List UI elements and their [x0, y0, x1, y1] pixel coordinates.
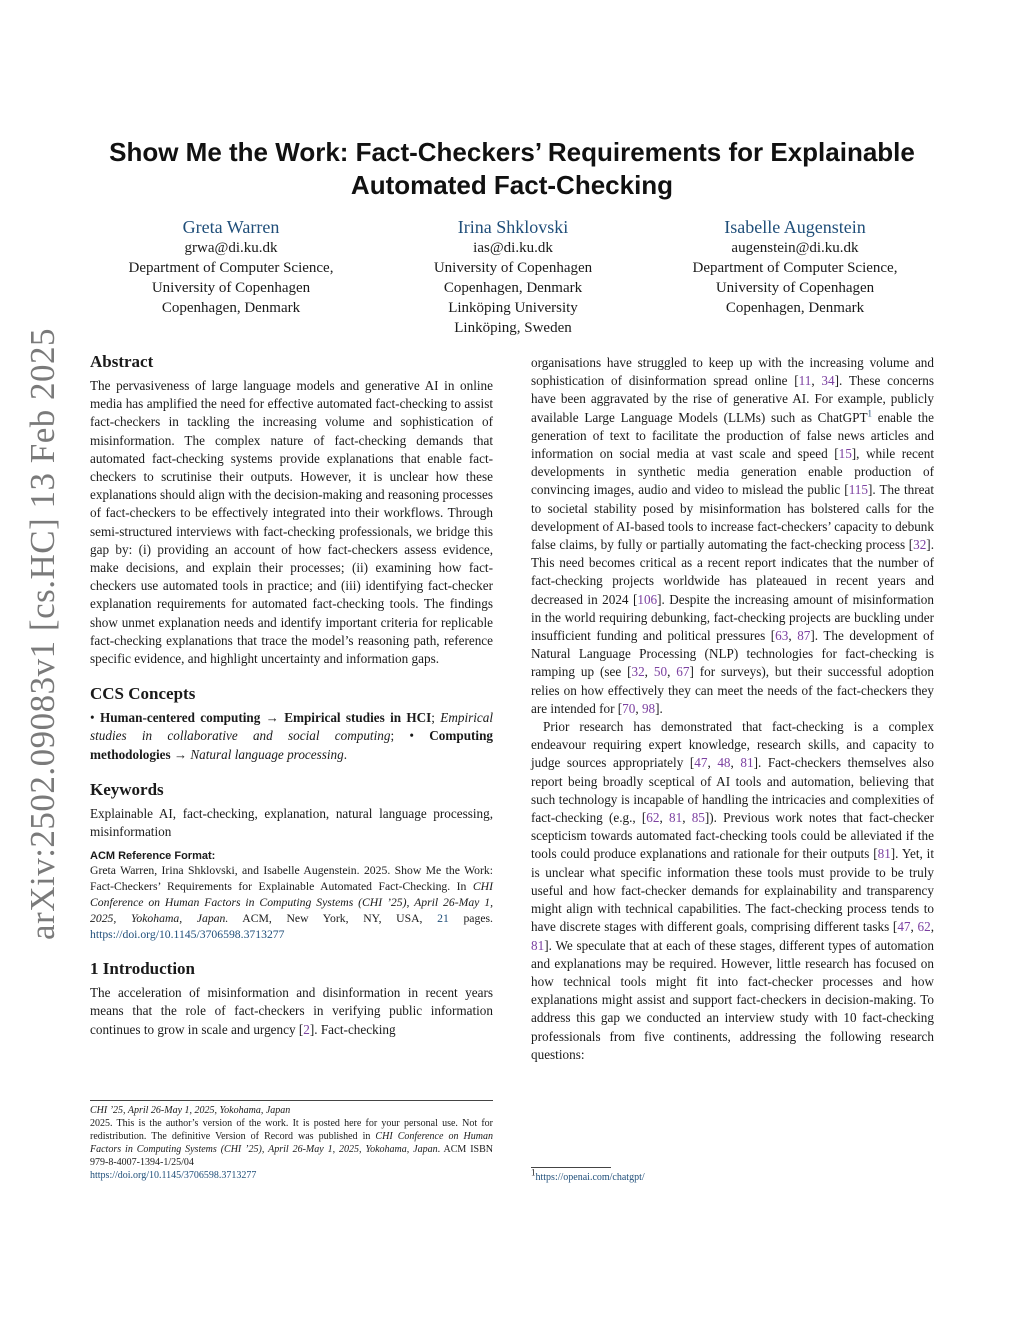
citation-link[interactable]: 85 — [691, 810, 705, 826]
author-2 — [372, 216, 654, 338]
citation-link[interactable]: 32 — [913, 537, 927, 553]
author-1 — [90, 216, 372, 338]
acm-reference-heading: ACM Reference Format: — [90, 850, 216, 863]
citation-link[interactable]: 32 — [631, 664, 645, 680]
author-affiliation: Department of Computer Science, — [128, 260, 334, 276]
author-affiliation: University of Copenhagen — [715, 280, 875, 296]
citation-link[interactable]: 11 — [798, 373, 812, 389]
intro-paragraph-2: Prior research has demonstrated that fact-checking is a complex endeavour requiring expert knowledge, research skills, and capacity to judge sources appropriately [47, 48, 81]. Fact-checkers themselves also report being broadly sceptical of AI tools and automation, believing that such technology is incapable of handling the intricacies and complexities of fact-checking (e.g., [62, 81, 85]). Previous work notes that fact-checker scepticism towards automated fact-checking tools could be alleviated if the tools could produce explanations and rationale for their outputs [81]. Yet, it is unclear what specific information these tools must provide to be truly useful and how fact-checker demands for explainability and transparency might align with technical capabilities. The fact-checking process tends to have discrete stages with different goals, comprising different tasks [47, 62, 81]. We speculate that at each of these stages, different types of automation and explanations may be required. However, little research has focused on how technical tools might fit into fact-checker processes and how explanations might assist and support fact-checkers in decision-making. To address this gap we conducted an interview study with 10 fact-checking professionals from five continents, addressing the following research questions: — [531, 719, 935, 1062]
footnote-divider — [90, 1100, 493, 1101]
citation-link[interactable]: 70 — [622, 700, 636, 716]
keywords-text: Explainable AI, fact-checking, explanation, natural language processing, misinformation — [90, 805, 493, 840]
acm-reference-text: Greta Warren, Irina Shklovski, and Isabelle Augenstein. 2025. Show Me the Work: Fact-Checkers’ Requirements for Explainable Automated Fact-Checking. In CHI Conference on Human Factors in Computing Systems (CHI ’25), April 26-May 1, 2025, Yokohama, Japan. ACM, New York, NY, USA, 21 pages. https://doi.org/10.1145/3706598.3713277 — [90, 864, 493, 942]
citation-link[interactable]: 62 — [646, 810, 660, 826]
citation-link[interactable]: 98 — [641, 700, 656, 716]
citation-link[interactable]: 47 — [694, 755, 708, 771]
author-email: augenstein@di.ku.dk — [731, 240, 859, 256]
ccs-heading: CCS Concepts — [90, 684, 196, 704]
intro-paragraph: The acceleration of misinformation and disinformation in recent years means that the role of fact-checkers in verifying public information continues to grow in scale and urgency [2]. Fact-checking — [90, 985, 493, 1037]
introduction-heading: 1 Introduction — [90, 959, 196, 979]
citation-link[interactable]: 87 — [797, 628, 811, 644]
author-affiliation: Department of Computer Science, — [692, 260, 898, 276]
ccs-concepts: • Human-centered computing → Empirical studies in HCI; Empirical studies in collaborative and social computing; • Computing methodologies → Natural language processing. — [90, 710, 494, 762]
citation-link[interactable]: 81 — [740, 755, 754, 771]
keywords-heading: Keywords — [90, 779, 164, 799]
author-name[interactable]: Isabelle Augenstein — [724, 217, 866, 237]
footnote-doi-link[interactable]: https://doi.org/10.1145/3706598.3713277 — [90, 1170, 257, 1181]
citation-link[interactable]: 34 — [821, 373, 835, 389]
citation-link[interactable]: 62 — [917, 919, 931, 935]
author-name[interactable]: Irina Shklovski — [457, 217, 569, 237]
citation-link[interactable]: 47 — [897, 919, 911, 935]
arxiv-identifier: arXiv:2502.09083v1 [cs.HC] 13 Feb 2025 — [23, 327, 62, 940]
author-affiliation: Linköping, Sweden — [454, 320, 572, 336]
citation-link[interactable]: 15 — [838, 446, 852, 462]
citation-link[interactable]: 81 — [669, 810, 683, 826]
author-affiliation: University of Copenhagen — [151, 280, 311, 296]
abstract-text: The pervasiveness of large language models and generative AI in online media has amplified the need for effective automated fact-checking to assist fact-checkers in tackling the increasing volume and sophistication of misinformation. The complex nature of fact-checking demands that automated fact-checking systems provide explanations that enable fact-checkers to scrutinise their outputs. However, it is unclear how these explanations should align with the decision-making and reasoning processes of fact-checkers to be effectively integrated into their workflows. Through semi-structured interviews with fact-checking professionals, we bridge this gap by: (i) providing an account of how fact-checkers assess evidence, make decisions, and explain their processes; (ii) examining how fact-checkers use automated tools in practice; and (iii) identifying fact-checker explanation requirements for automated fact-checking tools. The findings show unmet explanation needs and identify important criteria for replicable fact-checking explanations that trace the model’s reasoning path, reference specific evidence, and highlight uncertainty and information gaps. — [90, 378, 493, 667]
paper-title — [70, 136, 954, 202]
author-email: grwa@di.ku.dk — [184, 240, 278, 256]
author-affiliation: Copenhagen, Denmark — [725, 300, 865, 316]
citation-link[interactable]: 67 — [676, 664, 690, 680]
citation-link[interactable]: 115 — [848, 482, 868, 498]
author-affiliation: University of Copenhagen — [433, 260, 593, 276]
citation-link[interactable]: 106 — [637, 591, 658, 607]
right-column — [531, 354, 934, 1064]
footnote-marker[interactable]: 1 — [867, 408, 872, 419]
citation-link[interactable]: 2 — [303, 1021, 310, 1037]
copyright-footnote — [90, 1104, 493, 1182]
citation-link[interactable]: 50 — [653, 664, 668, 680]
author-3 — [654, 216, 936, 338]
abstract-heading: Abstract — [90, 352, 154, 371]
author-email: ias@di.ku.dk — [473, 240, 553, 256]
author-name[interactable]: Greta Warren — [182, 217, 280, 237]
pages-link[interactable]: 21 — [437, 912, 449, 926]
author-affiliation: Linköping University — [448, 300, 578, 316]
chatgpt-link[interactable]: https://openai.com/chatgpt/ — [535, 1172, 645, 1183]
title-line-2: Automated Fact-Checking — [350, 170, 674, 200]
footnote-divider — [531, 1167, 611, 1168]
author-affiliation: Copenhagen, Denmark — [161, 300, 301, 316]
citation-link[interactable]: 63 — [775, 628, 789, 644]
doi-link[interactable]: https://doi.org/10.1145/3706598.3713277 — [90, 928, 285, 942]
citation-link[interactable]: 48 — [717, 755, 731, 771]
left-column — [90, 352, 493, 1039]
intro-paragraph-1: organisations have struggled to keep up with the increasing volume and sophistication of disinformation spread online [11, 34]. These concerns have been aggravated by the rise of generative AI. For example, publicly available Large Language Models (LLMs) such as ChatGPT$^1$ enable the generation of text to facilitate the production of false news articles and information on social media at vast scale and speed [15], while recent developments in synthetic media generation enable production of convincing images, audio and video to mislead the public [115]. The threat to societal stability posed by misinformation has bolstered calls for the development of AI-based tools to increase fact-checkers’ capacity to debunk false claims, by fully or partially automating the fact-checking process [32]. This need becomes critical as a recent report indicates that the number of fact-checking projects worldwide has plateaued in recent years and decreased in 2024 [106]. Despite the increasing amount of misinformation in the world requiring debunking, fact-checking projects are buckling under insufficient funding and political pressures [63, 87]. The development of Natural Language Processing (NLP) technologies for fact-checking is ramping up (see [32, 50, 67] for surveys), but their successful adoption relies on how effectively they can meet the needs of the fact-checkers they are intended for [70, 98]. — [531, 355, 934, 716]
chatgpt-footnote: $^1$https://openai.com/chatgpt/ — [531, 1167, 645, 1183]
citation-link[interactable]: 81 — [531, 937, 545, 953]
footnote-text: 2025. This is the author’s version of the work. It is posted here for your personal use. Not for redistribution. The definitive Version of Record was published in CHI Conference on Human Factors in Computing Systems (CHI ’25), April 26-May 1, 2025, Yokohama, Japan. ACM ISBN 979-8-4007-1394-1/25/04 — [90, 1118, 493, 1168]
citation-link[interactable]: 81 — [877, 846, 891, 862]
author-affiliation: Copenhagen, Denmark — [443, 280, 583, 296]
author-block — [90, 216, 936, 338]
footnote-venue: CHI ’25, April 26-May 1, 2025, Yokohama, Japan — [90, 1105, 291, 1116]
title-line-1: Show Me the Work: Fact-Checkers’ Requirements for Explainable — [109, 137, 915, 167]
